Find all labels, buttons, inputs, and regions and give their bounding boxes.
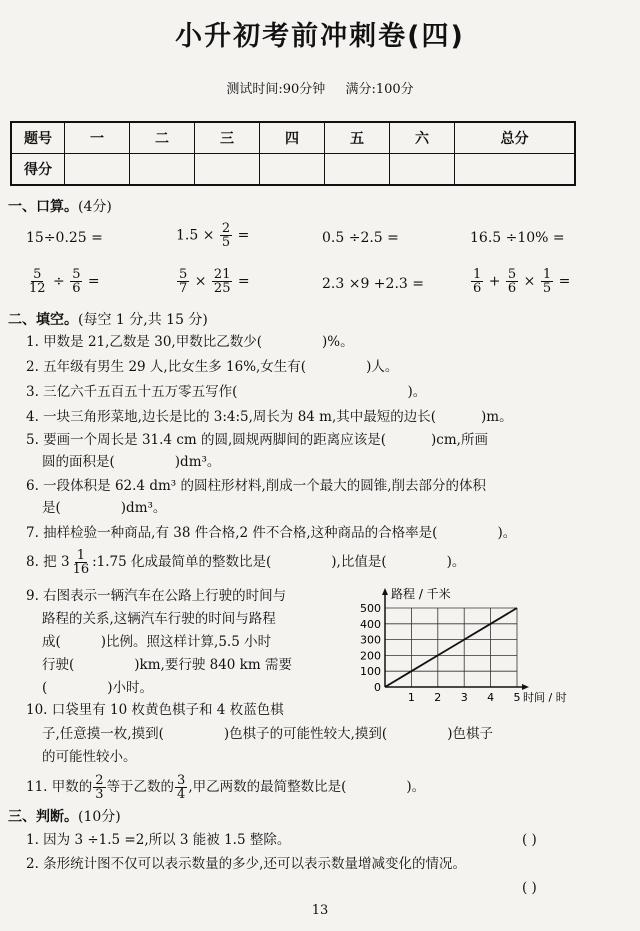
question-text: ( (42, 680, 48, 696)
x-axis-arrow (522, 684, 529, 690)
question-text: 是( (42, 500, 61, 516)
section-1-points: (4分) (78, 199, 112, 215)
y-tick-label: 400 (360, 617, 381, 631)
judge-blank[interactable]: ( ) (522, 832, 537, 848)
series-line (385, 608, 517, 687)
fraction (220, 222, 232, 249)
score-table-cell: 五 (325, 122, 390, 154)
full-score: 满分:100分 (345, 82, 414, 97)
judge-blank[interactable]: ( ) (522, 880, 537, 896)
question-text: 路程的关系,这辆汽车行驶的时间与路程 (42, 611, 276, 627)
x-axis-label: 时间 / 时 (523, 691, 567, 704)
fraction (93, 774, 105, 801)
question-2-7 (26, 523, 516, 543)
question-text: 2. 五年级有男生 29 人,比女生多 16%,女生有( (26, 359, 307, 375)
question-text: :1.75 化成最简单的整数比是( (92, 554, 272, 570)
question-text: 4. 一块三角形菜地,边长是比的 3:4:5,周长为 84 m,其中最短的边长( (26, 409, 437, 425)
fraction (212, 268, 233, 295)
fraction (71, 549, 92, 576)
question-text: ,甲乙两数的最简整数比是( (188, 779, 347, 795)
y-tick-labels (360, 602, 381, 694)
question-3-1: 1. 因为 3 ÷1.5 =2,所以 3 能被 1.5 整除。 (26, 832, 291, 848)
exam-info (0, 78, 640, 97)
question-text: )色棋子 (447, 726, 493, 742)
x-tick-label: 2 (434, 691, 442, 704)
section-1-heading (8, 196, 112, 216)
x-tick-label: 5 (513, 691, 521, 704)
calc-text: = (558, 273, 571, 290)
x-tick-label: 3 (460, 691, 468, 704)
question-2-10-line (42, 724, 493, 744)
section-2-heading (8, 309, 208, 329)
score-row-label: 得分 (11, 154, 65, 186)
question-text: 等于乙数的 (106, 779, 175, 795)
score-input-cell[interactable] (260, 154, 325, 186)
question-text: )dm³。 (120, 500, 167, 516)
fraction (541, 268, 553, 295)
numerator: 1 (473, 267, 482, 282)
score-input-cell[interactable] (390, 154, 455, 186)
denominator: 7 (179, 281, 188, 296)
denominator: 25 (213, 281, 231, 296)
question-text: 行驶( (42, 657, 75, 673)
numerator: 2 (95, 773, 104, 788)
time-distance-chart (355, 586, 590, 706)
denominator: 3 (95, 787, 104, 802)
denominator: 16 (72, 562, 90, 577)
question-2-10-line (42, 747, 137, 767)
question-2-2 (26, 357, 398, 377)
question-text: 3. 三亿六千五百五十五万零五写作( (26, 384, 238, 400)
operator: ÷ (53, 273, 65, 290)
score-input-cell[interactable] (195, 154, 260, 186)
numerator: 1 (76, 548, 85, 563)
question-text: 9. 右图表示一辆汽车在公路上行驶的时间与 (26, 588, 287, 604)
section-3-heading (8, 806, 121, 826)
question-text: )cm,所画 (431, 432, 488, 448)
page-title: 小升初考前冲刺卷(四) (175, 21, 465, 52)
y-tick-label: 0 (374, 681, 381, 694)
numerator: 5 (33, 267, 42, 282)
question-2-9-line (42, 655, 292, 675)
question-text: 5. 要画一个周长是 31.4 cm 的圆,圆规两脚间的距离应该是( (26, 432, 387, 448)
operator: + (488, 273, 501, 290)
calc-text: = (87, 273, 100, 290)
section-2-points: (每空 1 分,共 15 分) (78, 312, 208, 328)
x-tick-label: 4 (487, 691, 495, 704)
question-text: )dm³。 (174, 454, 221, 470)
denominator: 6 (507, 281, 517, 296)
y-tick-label: 200 (360, 649, 381, 663)
fraction (471, 268, 483, 295)
numerator: 5 (179, 267, 188, 282)
question-text: )。 (446, 554, 466, 570)
question-2-3 (26, 382, 426, 402)
calc-item (470, 268, 570, 295)
question-2-9-line (42, 609, 276, 629)
question-text: )。 (406, 779, 426, 795)
score-table-score-row (11, 154, 575, 186)
calc-item: 2.3 ×9 +2.3 = (322, 276, 424, 292)
denominator: 5 (221, 235, 231, 250)
question-3-2: 2. 条形统计图不仅可以表示数量的多少,还可以表示数量增减变化的情况。 (26, 856, 466, 872)
question-text: )比例。照这样计算,5.5 小时 (100, 634, 272, 650)
calc-item (176, 222, 249, 249)
question-text: )小时。 (107, 680, 154, 696)
question-text: 11. 甲数的 (26, 779, 93, 795)
question-text: )m。 (481, 409, 513, 425)
question-text: )色棋子的可能性较大,摸到( (223, 726, 388, 742)
question-text: 6. 一段体积是 62.4 dm³ 的圆柱形材料,削成一个最大的圆锥,削去部分的体积 (26, 478, 487, 494)
calc-item (176, 268, 250, 295)
section-3-title: 三、判断。 (8, 809, 78, 825)
question-text: 子,任意摸一枚,摸到( (42, 726, 164, 742)
question-2-9-line (42, 632, 271, 652)
question-text: )%。 (321, 334, 354, 350)
score-table-cell: 四 (260, 122, 325, 154)
calc-item: 0.5 ÷2.5 = (322, 230, 399, 246)
page-number: 13 (311, 903, 329, 918)
score-table-header-row (11, 122, 575, 154)
calc-text: = (237, 273, 250, 290)
calc-item: 16.5 ÷10% = (470, 230, 565, 246)
score-input-cell[interactable] (455, 154, 576, 186)
fraction (506, 268, 518, 295)
question-2-4 (26, 407, 513, 427)
question-2-9-line (26, 586, 286, 606)
question-2-6-cont (42, 498, 166, 518)
question-text: )。 (407, 384, 427, 400)
question-2-9-line (42, 678, 153, 698)
y-axis-arrow (382, 588, 388, 595)
calc-text: 1.5 × (176, 227, 215, 244)
fraction (177, 268, 189, 295)
question-text: 的可能性较小。 (42, 749, 137, 765)
question-2-8 (26, 549, 465, 576)
score-input-cell[interactable] (130, 154, 195, 186)
section-3-points: (10分) (78, 809, 121, 825)
question-2-1 (26, 332, 354, 352)
fraction (175, 774, 187, 801)
score-table-cell: 一 (65, 122, 130, 154)
x-tick-label: 1 (407, 691, 415, 704)
question-2-5-cont (42, 452, 220, 472)
calc-item: 15÷0.25 = (26, 230, 103, 246)
question-text: )人。 (366, 359, 399, 375)
test-time: 测试时间:90分钟 (226, 82, 326, 97)
score-table-cell: 题号 (11, 122, 65, 154)
fraction (70, 268, 82, 295)
score-table-cell: 三 (195, 122, 260, 154)
y-tick-label: 500 (360, 602, 381, 615)
question-2-11 (26, 774, 425, 801)
denominator: 4 (177, 787, 186, 802)
score-table-cell: 二 (130, 122, 195, 154)
score-table-cell: 总分 (455, 122, 576, 154)
question-text: 8. 把 3 (26, 554, 70, 570)
question-text: 10. 口袋里有 10 枚黄色棋子和 4 枚蓝色棋 (26, 702, 284, 718)
question-text: 成( (42, 634, 61, 650)
section-2-title: 二、填空。 (8, 312, 78, 328)
calc-item (26, 268, 100, 295)
denominator: 12 (29, 281, 46, 296)
question-2-6 (26, 476, 486, 496)
numerator: 2 (221, 221, 231, 236)
y-axis-label: 路程 / 千米 (391, 587, 451, 601)
question-text: 圆的面积是( (42, 454, 115, 470)
score-input-cell[interactable] (65, 154, 130, 186)
question-text: 1. 甲数是 21,乙数是 30,甲数比乙数少( (26, 334, 262, 350)
calc-text: = (237, 227, 250, 244)
question-text: 7. 抽样检验一种商品,有 38 件合格,2 件不合格,这种商品的合格率是( (26, 525, 438, 541)
denominator: 5 (542, 281, 552, 296)
question-2-5 (26, 430, 488, 450)
numerator: 1 (542, 267, 552, 282)
y-tick-label: 100 (360, 665, 381, 679)
operator: × (523, 273, 536, 290)
x-tick-labels (408, 691, 521, 704)
numerator: 21 (213, 267, 231, 282)
denominator: 6 (72, 281, 81, 296)
score-input-cell[interactable] (325, 154, 390, 186)
fraction (27, 268, 48, 295)
question-text: )km,要行驶 840 km 需要 (134, 657, 292, 673)
question-2-10-line (26, 700, 284, 720)
y-tick-label: 300 (360, 633, 381, 647)
numerator: 5 (507, 267, 517, 282)
operator: × (194, 273, 207, 290)
score-table (10, 121, 576, 186)
question-text: ),比值是( (331, 554, 387, 570)
score-table-cell: 六 (390, 122, 455, 154)
denominator: 6 (473, 281, 482, 296)
question-text: )。 (497, 525, 517, 541)
numerator: 5 (72, 267, 81, 282)
section-1-title: 一、口算。 (8, 199, 78, 215)
numerator: 3 (177, 773, 186, 788)
